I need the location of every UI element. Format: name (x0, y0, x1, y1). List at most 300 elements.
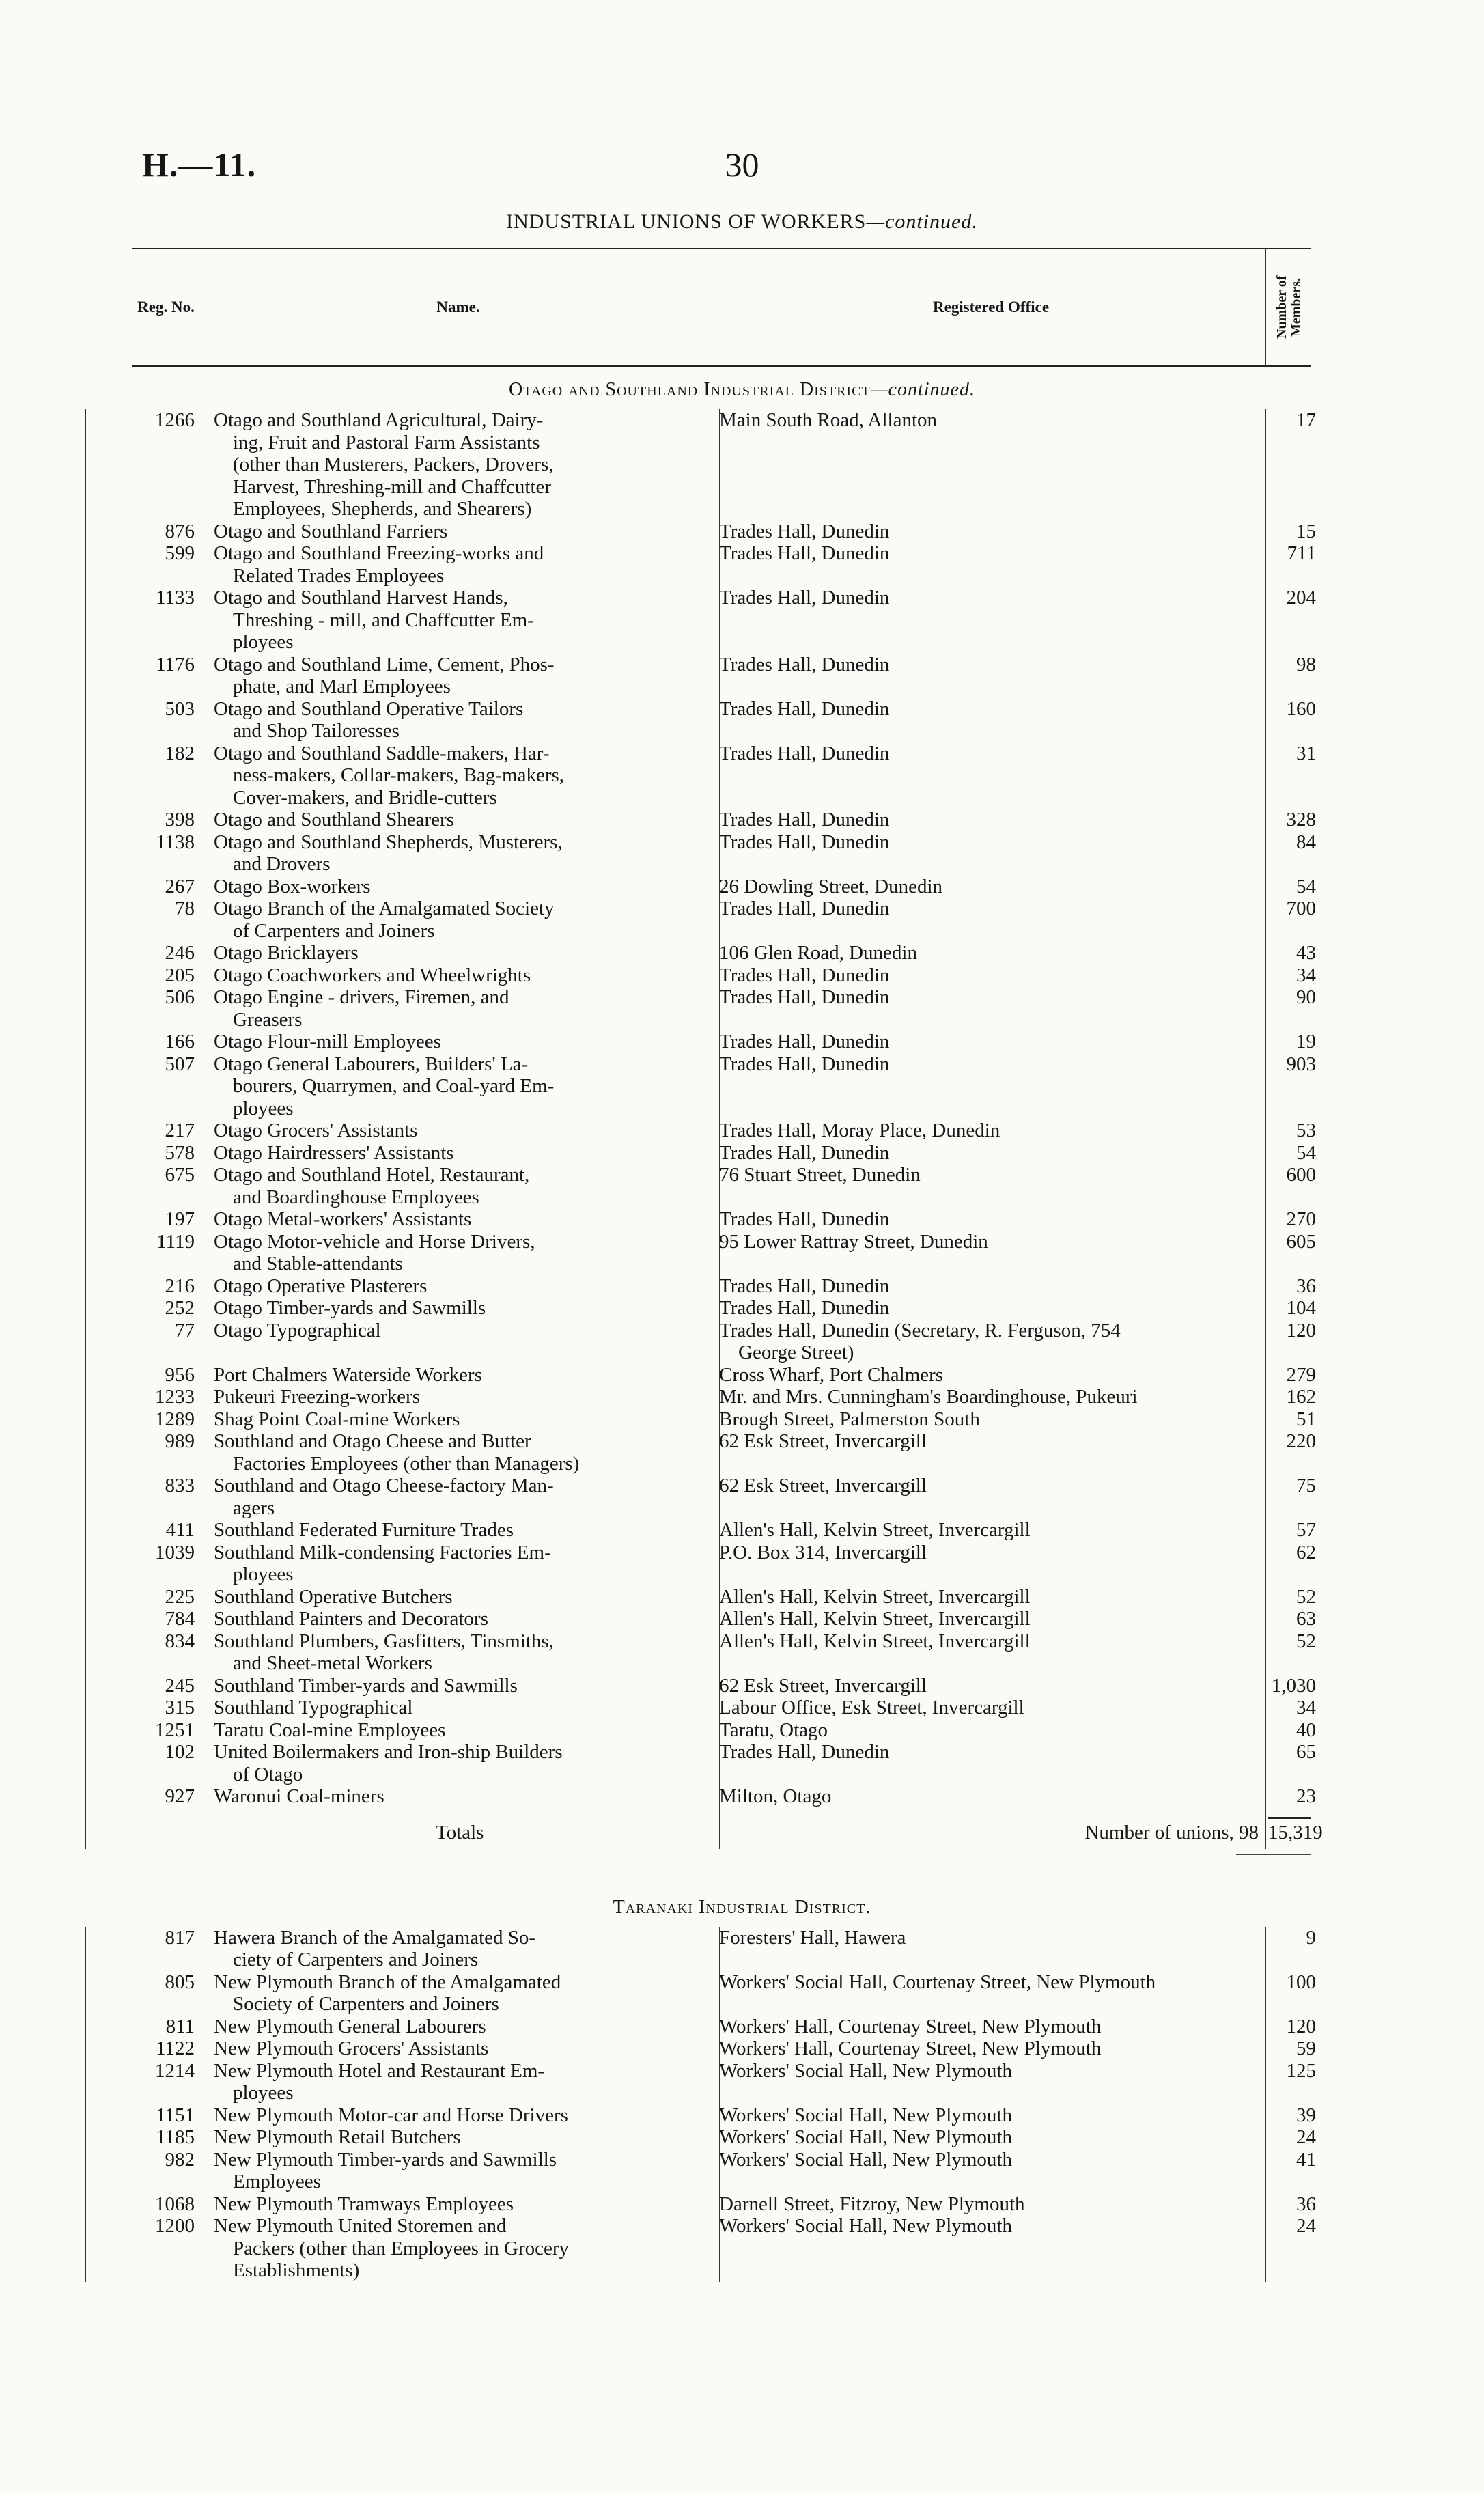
column-divider (85, 1808, 86, 1849)
registered-office: Cross Wharf, Port Chalmers (719, 1363, 944, 1386)
union-name-line: Southland and Otago Cheese and Butter (214, 1430, 531, 1452)
union-name-line: Otago and Southland Farriers (214, 520, 448, 542)
member-count: 75 (1296, 1475, 1316, 1496)
union-name (214, 897, 770, 942)
union-name-line: Otago Motor-vehicle and Horse Drivers, (214, 1230, 535, 1253)
reg-number: 102 (165, 1741, 195, 1763)
reg-number: 166 (165, 1031, 195, 1053)
union-name (214, 876, 770, 898)
column-divider (1265, 1927, 1266, 2282)
col-header-name: Name. (436, 298, 480, 316)
union-name (214, 1697, 770, 1719)
union-name-line: Otago Typographical (214, 1319, 381, 1341)
registered-office: 62 Esk Street, Invercargill (719, 1475, 927, 1496)
reg-number: 1133 (156, 587, 195, 609)
union-name-line: Southland Operative Butchers (214, 1585, 453, 1608)
member-count: 54 (1296, 875, 1316, 897)
union-name-line: Southland Federated Furniture Trades (214, 1519, 514, 1541)
union-name-line: Greasers (233, 1008, 303, 1031)
union-name (214, 698, 770, 742)
union-name-line: Otago and Southland Freezing-works and (214, 542, 544, 564)
union-name (214, 1608, 770, 1630)
union-name-line: Employees, Shepherds, and Shearers) (233, 498, 532, 520)
union-name (214, 1275, 770, 1298)
union-name-line: Otago Engine - drivers, Firemen, and (214, 986, 509, 1008)
col-header-reg: Reg. No. (137, 298, 195, 316)
member-count: 600 (1286, 1164, 1316, 1186)
union-name-line: agers (233, 1496, 275, 1519)
union-name-line: Cover-makers, and Bridle-cutters (233, 786, 497, 809)
member-count: 120 (1286, 1319, 1316, 1341)
union-name (214, 2037, 770, 2060)
registered-office: Labour Office, Esk Street, Invercargill (719, 1697, 1024, 1718)
member-count: 52 (1296, 1630, 1316, 1652)
union-name (214, 1586, 770, 1608)
union-name-line: New Plymouth Branch of the Amalgamated (214, 1970, 561, 1993)
union-name-line: of Carpenters and Joiners (233, 919, 435, 942)
union-name-line: New Plymouth General Labourers (214, 2015, 486, 2037)
union-name (214, 1475, 770, 1519)
union-name-line: New Plymouth Tramways Employees (214, 2192, 514, 2215)
union-name (214, 1231, 770, 1275)
registered-office: Workers' Social Hall, Courtenay Street, New Plymouth (719, 1970, 1156, 1993)
reg-number: 315 (165, 1697, 195, 1718)
union-name-line: ployees (233, 2082, 294, 2104)
union-name (214, 1142, 770, 1165)
section-heading (0, 379, 1484, 401)
union-name-line: Otago and Southland Shepherds, Musterers, (214, 831, 563, 853)
reg-number: 77 (175, 1319, 195, 1341)
union-name-line: and Drovers (233, 853, 331, 875)
member-count: 17 (1296, 409, 1316, 431)
registered-office: Trades Hall, Dunedin (719, 809, 890, 831)
union-name-line: Southland Painters and Decorators (214, 1608, 488, 1630)
union-name (214, 1542, 770, 1586)
page-title: INDUSTRIAL UNIONS OF WORKERS—continued. (506, 210, 978, 233)
union-name (214, 1408, 770, 1431)
union-name-line: Otago Metal-workers' Assistants (214, 1208, 472, 1230)
member-count: 270 (1286, 1208, 1316, 1230)
reg-number: 1151 (156, 2104, 195, 2126)
registered-office: Trades Hall, Dunedin (719, 1741, 890, 1763)
registered-office: Trades Hall, Dunedin (719, 520, 890, 542)
union-name (214, 1297, 770, 1320)
reg-number: 225 (165, 1585, 195, 1608)
reg-number: 217 (165, 1119, 195, 1141)
totals-label: Totals (436, 1821, 484, 1843)
registered-office: 62 Esk Street, Invercargill (719, 1674, 927, 1697)
registered-office: Brough Street, Palmerston South (719, 1408, 980, 1430)
section-heading-suffix: —continued. (870, 379, 975, 400)
member-count: 120 (1286, 2015, 1316, 2037)
registered-office: Trades Hall, Dunedin (719, 542, 890, 564)
table-header (132, 248, 1311, 367)
union-name-line: ing, Fruit and Pastoral Farm Assistants (233, 431, 540, 454)
member-count: 54 (1296, 1141, 1316, 1164)
reg-number: 398 (165, 809, 195, 831)
member-count: 52 (1296, 1585, 1316, 1608)
union-name (214, 2126, 770, 2149)
registered-office: Trades Hall, Dunedin (719, 964, 890, 986)
union-name (214, 587, 770, 654)
member-count: 36 (1296, 2192, 1316, 2215)
union-name-line: ness-makers, Collar-makers, Bag-makers, (233, 764, 565, 786)
union-name (214, 1630, 770, 1675)
union-name-line: Otago Branch of the Amalgamated Society (214, 897, 555, 919)
column-divider (1265, 249, 1266, 365)
member-count: 63 (1296, 1608, 1316, 1630)
registered-office-line: George Street) (738, 1341, 854, 1363)
member-count: 43 (1296, 942, 1316, 964)
member-count: 59 (1296, 2037, 1316, 2059)
reg-number: 205 (165, 964, 195, 986)
registered-office: Allen's Hall, Kelvin Street, Invercargill (719, 1630, 1031, 1652)
reg-number: 1138 (156, 831, 195, 853)
member-count: 84 (1296, 831, 1316, 853)
registered-office: Allen's Hall, Kelvin Street, Invercargill (719, 1608, 1031, 1630)
union-name-line: New Plymouth Motor-car and Horse Drivers (214, 2104, 568, 2126)
member-count: 34 (1296, 964, 1316, 986)
reg-number: 956 (165, 1363, 195, 1386)
column-divider (1265, 409, 1266, 1808)
union-name-line: Related Trades Employees (233, 564, 445, 587)
union-name-line: Employees (233, 2171, 321, 2192)
reg-number: 1214 (155, 2059, 195, 2082)
col-header-members: Number of Members. (1274, 275, 1304, 339)
member-count: 24 (1296, 2126, 1316, 2148)
reg-number: 216 (165, 1275, 195, 1297)
registered-office: Trades Hall, Dunedin (719, 831, 890, 853)
union-name-line: bourers, Quarrymen, and Coal-yard Em- (233, 1075, 555, 1097)
union-name-line: Southland Plumbers, Gasfitters, Tinsmiths, (214, 1630, 554, 1652)
union-name-line: Packers (other than Employees in Grocery (233, 2237, 570, 2259)
member-count: 100 (1286, 1970, 1316, 1993)
union-name-line: Threshing - mill, and Chaffcutter Em- (233, 609, 534, 631)
registered-office: Trades Hall, Dunedin (719, 742, 890, 764)
union-name-line: ployees (233, 1097, 294, 1119)
section-heading (0, 1897, 1484, 1919)
union-name-line: Waronui Coal-miners (214, 1785, 384, 1807)
reg-number: 1185 (156, 2126, 195, 2148)
column-divider (719, 1808, 720, 1849)
registered-office: Trades Hall, Dunedin (719, 1031, 890, 1053)
registered-office: Workers' Social Hall, New Plymouth (719, 2126, 1012, 2148)
union-name-line: New Plymouth Timber-yards and Sawmills (214, 2148, 557, 2171)
union-name-line: ciety of Carpenters and Joiners (233, 1949, 479, 1970)
reg-number: 246 (165, 942, 195, 964)
union-name (214, 1364, 770, 1387)
union-name (214, 1164, 770, 1208)
registered-office: 76 Stuart Street, Dunedin (719, 1164, 921, 1186)
registered-office: Darnell Street, Fitzroy, New Plymouth (719, 2192, 1025, 2215)
registered-office: Trades Hall, Dunedin (719, 697, 890, 720)
union-name-line: Otago Grocers' Assistants (214, 1119, 418, 1141)
union-name-line: Southland Timber-yards and Sawmills (214, 1674, 518, 1697)
member-count: 24 (1296, 2215, 1316, 2237)
reg-number: 1266 (155, 409, 195, 431)
union-name (214, 1053, 770, 1120)
registered-office: Workers' Social Hall, New Plymouth (719, 2215, 1012, 2237)
registered-office: Trades Hall, Dunedin (719, 897, 890, 919)
document-id: H.—11. (142, 145, 257, 184)
member-count: 98 (1296, 653, 1316, 676)
registered-office: Trades Hall, Dunedin (719, 587, 890, 609)
page-number: 30 (725, 145, 759, 184)
union-name (214, 1208, 770, 1231)
union-name (214, 2193, 770, 2216)
union-name (214, 1430, 770, 1475)
reg-number: 1233 (155, 1386, 195, 1408)
union-name-line: Society of Carpenters and Joiners (233, 1993, 499, 2015)
registered-office: Trades Hall, Dunedin (719, 1208, 890, 1230)
union-name-line: New Plymouth Grocers' Assistants (214, 2037, 489, 2059)
registered-office: Trades Hall, Dunedin (719, 1141, 890, 1164)
union-name (214, 986, 770, 1031)
member-count: 40 (1296, 1718, 1316, 1741)
totals-underline (1236, 1854, 1311, 1855)
member-count: 9 (1306, 1926, 1316, 1949)
reg-number: 578 (165, 1141, 195, 1164)
union-name-line: phate, and Marl Employees (233, 676, 451, 697)
member-count: 62 (1296, 1541, 1316, 1563)
union-name-line: Otago and Southland Hotel, Restaurant, (214, 1164, 530, 1186)
reg-number: 411 (165, 1519, 195, 1541)
member-count: 36 (1296, 1275, 1316, 1297)
union-name (214, 964, 770, 987)
registered-office: Trades Hall, Dunedin (719, 1053, 890, 1075)
union-name (214, 1519, 770, 1542)
member-count: 1,030 (1271, 1674, 1316, 1697)
union-name (214, 742, 770, 809)
column-divider (719, 409, 720, 1808)
member-count: 53 (1296, 1119, 1316, 1141)
reg-number: 197 (165, 1208, 195, 1230)
section-heading-text: Taranaki Industrial District. (613, 1896, 871, 1918)
union-name-line: Otago and Southland Shearers (214, 809, 454, 831)
reg-number: 805 (165, 1970, 195, 1993)
union-name (214, 542, 770, 587)
reg-number: 817 (165, 1926, 195, 1949)
member-count: 903 (1286, 1053, 1316, 1075)
registered-office: Trades Hall, Dunedin (Secretary, R. Ferguson, 754 George Street) (719, 1320, 1265, 1364)
union-name (214, 2149, 770, 2193)
column-divider (1265, 1808, 1266, 1849)
union-name-line: Otago Box-workers (214, 875, 371, 897)
union-name-line: New Plymouth United Storemen and (214, 2215, 507, 2237)
union-name (214, 409, 770, 520)
union-name-line: Factories Employees (other than Managers) (233, 1452, 580, 1475)
union-name-line: and Stable-attendants (233, 1253, 403, 1275)
registered-office: 106 Glen Road, Dunedin (719, 942, 917, 964)
member-count: 160 (1286, 697, 1316, 720)
union-name (214, 809, 770, 831)
reg-number: 182 (165, 742, 195, 764)
union-name-line: Pukeuri Freezing-workers (214, 1386, 420, 1408)
union-name-line: Port Chalmers Waterside Workers (214, 1363, 482, 1386)
union-name-line: ployees (233, 1563, 294, 1585)
member-count: 328 (1286, 809, 1316, 831)
reg-number: 503 (165, 697, 195, 720)
reg-number: 1251 (155, 1718, 195, 1741)
member-count: 31 (1296, 742, 1316, 764)
union-name (214, 1320, 770, 1342)
union-name-line: United Boilermakers and Iron-ship Builders (214, 1741, 563, 1763)
reg-number: 599 (165, 542, 195, 564)
registered-office: Allen's Hall, Kelvin Street, Invercargill (719, 1519, 1031, 1541)
reg-number: 267 (165, 875, 195, 897)
union-name-line: ployees (233, 631, 294, 653)
union-name-line: Otago and Southland Lime, Cement, Phos- (214, 653, 555, 676)
member-count: 279 (1286, 1363, 1316, 1386)
member-count: 605 (1286, 1230, 1316, 1253)
union-name-line: and Boardinghouse Employees (233, 1186, 479, 1208)
reg-number: 982 (165, 2148, 195, 2171)
registered-office: Trades Hall, Dunedin (719, 986, 890, 1008)
registered-office: Mr. and Mrs. Cunningham's Boardinghouse, Pukeuri (719, 1386, 1138, 1408)
union-name-line: Otago Operative Plasterers (214, 1275, 428, 1297)
union-name-line: Otago Bricklayers (214, 942, 359, 964)
union-name-line: Harvest, Threshing-mill and Chaffcutter (233, 475, 552, 498)
union-name-line: of Otago (233, 1763, 303, 1785)
registered-office: Taratu, Otago (719, 1718, 828, 1741)
reg-number: 78 (175, 897, 195, 919)
registered-office: Milton, Otago (719, 1785, 832, 1807)
member-count: 104 (1286, 1297, 1316, 1319)
union-name (214, 2215, 770, 2282)
reg-number: 1119 (156, 1230, 195, 1253)
column-divider (85, 1927, 86, 2282)
member-count: 700 (1286, 897, 1316, 919)
reg-number: 927 (165, 1785, 195, 1807)
union-name-line: and Sheet-metal Workers (233, 1652, 432, 1674)
union-name-line: (other than Musterers, Packers, Drovers, (233, 454, 554, 475)
union-name (214, 1927, 770, 1971)
column-divider (85, 409, 86, 1808)
member-count: 23 (1296, 1785, 1316, 1807)
totals-rule (1268, 1817, 1311, 1819)
union-name-line: Southland and Otago Cheese-factory Man- (214, 1475, 554, 1496)
reg-number: 1200 (155, 2215, 195, 2237)
reg-number: 833 (165, 1475, 195, 1496)
union-name-line: Otago Timber-yards and Sawmills (214, 1297, 486, 1319)
union-name-line: Otago and Southland Saddle-makers, Har- (214, 742, 550, 764)
union-name-line: Otago and Southland Agricultural, Dairy- (214, 409, 544, 431)
registered-office: Trades Hall, Moray Place, Dunedin (719, 1119, 1000, 1141)
registered-office: Workers' Hall, Courtenay Street, New Plymouth (719, 2037, 1102, 2059)
union-name (214, 1031, 770, 1053)
union-name (214, 1386, 770, 1408)
member-count: 125 (1286, 2059, 1316, 2082)
registered-office: Foresters' Hall, Hawera (719, 1926, 906, 1949)
union-name-line: Taratu Coal-mine Employees (214, 1718, 446, 1741)
union-name (214, 1675, 770, 1697)
union-name (214, 654, 770, 698)
column-divider (719, 1927, 720, 2282)
union-name-line: Otago Coachworkers and Wheelwrights (214, 964, 531, 986)
registered-office: 26 Dowling Street, Dunedin (719, 875, 943, 897)
member-count: 90 (1296, 986, 1316, 1008)
total-members: 15,319 (1268, 1821, 1323, 1843)
reg-number: 507 (165, 1053, 195, 1075)
registered-office: Workers' Social Hall, New Plymouth (719, 2104, 1012, 2126)
reg-number: 252 (165, 1297, 195, 1319)
reg-number: 1068 (155, 2192, 195, 2215)
col-header-office: Registered Office (932, 298, 1050, 316)
registered-office: Allen's Hall, Kelvin Street, Invercargill (719, 1585, 1031, 1608)
union-name-line: Southland Typographical (214, 1697, 413, 1718)
reg-number: 675 (165, 1164, 195, 1186)
union-name-line: Otago and Southland Harvest Hands, (214, 587, 508, 609)
member-count: 51 (1296, 1408, 1316, 1430)
reg-number: 811 (165, 2015, 195, 2037)
union-name-line: Hawera Branch of the Amalgamated So- (214, 1926, 536, 1949)
section-heading-text: Otago and Southland Industrial District (509, 379, 871, 400)
union-name-line: Shag Point Coal-mine Workers (214, 1408, 460, 1430)
reg-number: 245 (165, 1674, 195, 1697)
reg-number: 834 (165, 1630, 195, 1652)
member-count: 15 (1296, 520, 1316, 542)
reg-number: 1176 (156, 653, 195, 676)
reg-number: 1039 (155, 1541, 195, 1563)
union-name-line: Otago General Labourers, Builders' La- (214, 1053, 529, 1075)
union-name (214, 942, 770, 964)
member-count: 57 (1296, 1519, 1316, 1541)
union-name (214, 1719, 770, 1742)
union-name (214, 1971, 770, 2016)
union-name (214, 2016, 770, 2038)
union-name-line: Establishments) (233, 2259, 360, 2281)
union-name-line: Otago and Southland Operative Tailors (214, 697, 524, 720)
reg-number: 784 (165, 1608, 195, 1630)
union-name-line: New Plymouth Retail Butchers (214, 2126, 461, 2148)
registered-office: Trades Hall, Dunedin (719, 653, 890, 676)
member-count: 34 (1296, 1697, 1316, 1718)
member-count: 204 (1286, 587, 1316, 609)
registered-office: Trades Hall, Dunedin (719, 1297, 890, 1319)
union-name-line: Otago Flour-mill Employees (214, 1031, 441, 1053)
registered-office: Workers' Social Hall, New Plymouth (719, 2059, 1012, 2082)
union-name (214, 1119, 770, 1142)
union-name-line: and Shop Tailoresses (233, 720, 400, 742)
registered-office: 62 Esk Street, Invercargill (719, 1430, 927, 1452)
reg-number: 876 (165, 520, 195, 542)
member-count: 19 (1296, 1031, 1316, 1053)
member-count: 220 (1286, 1430, 1316, 1452)
registered-office: Workers' Social Hall, New Plymouth (719, 2148, 1012, 2171)
union-name (214, 2060, 770, 2104)
reg-number: 989 (165, 1430, 195, 1452)
union-name (214, 2104, 770, 2127)
registered-office: Trades Hall, Dunedin (719, 1275, 890, 1297)
member-count: 162 (1286, 1386, 1316, 1408)
union-name (214, 831, 770, 876)
union-name-line: Southland Milk-condensing Factories Em- (214, 1541, 551, 1563)
member-count: 65 (1296, 1741, 1316, 1763)
union-name (214, 520, 770, 543)
reg-number: 1289 (155, 1408, 195, 1430)
union-name (214, 1741, 770, 1785)
member-count: 39 (1296, 2104, 1316, 2126)
union-name (214, 1785, 770, 1808)
registered-office: Main South Road, Allanton (719, 409, 937, 431)
registered-office: Workers' Hall, Courtenay Street, New Plymouth (719, 2015, 1102, 2037)
registered-office: 95 Lower Rattray Street, Dunedin (719, 1230, 988, 1253)
reg-number: 506 (165, 986, 195, 1008)
member-count: 711 (1287, 542, 1316, 564)
member-count: 41 (1296, 2148, 1316, 2171)
reg-number: 1122 (156, 2037, 195, 2059)
union-count: Number of unions, 98 (1084, 1821, 1259, 1843)
